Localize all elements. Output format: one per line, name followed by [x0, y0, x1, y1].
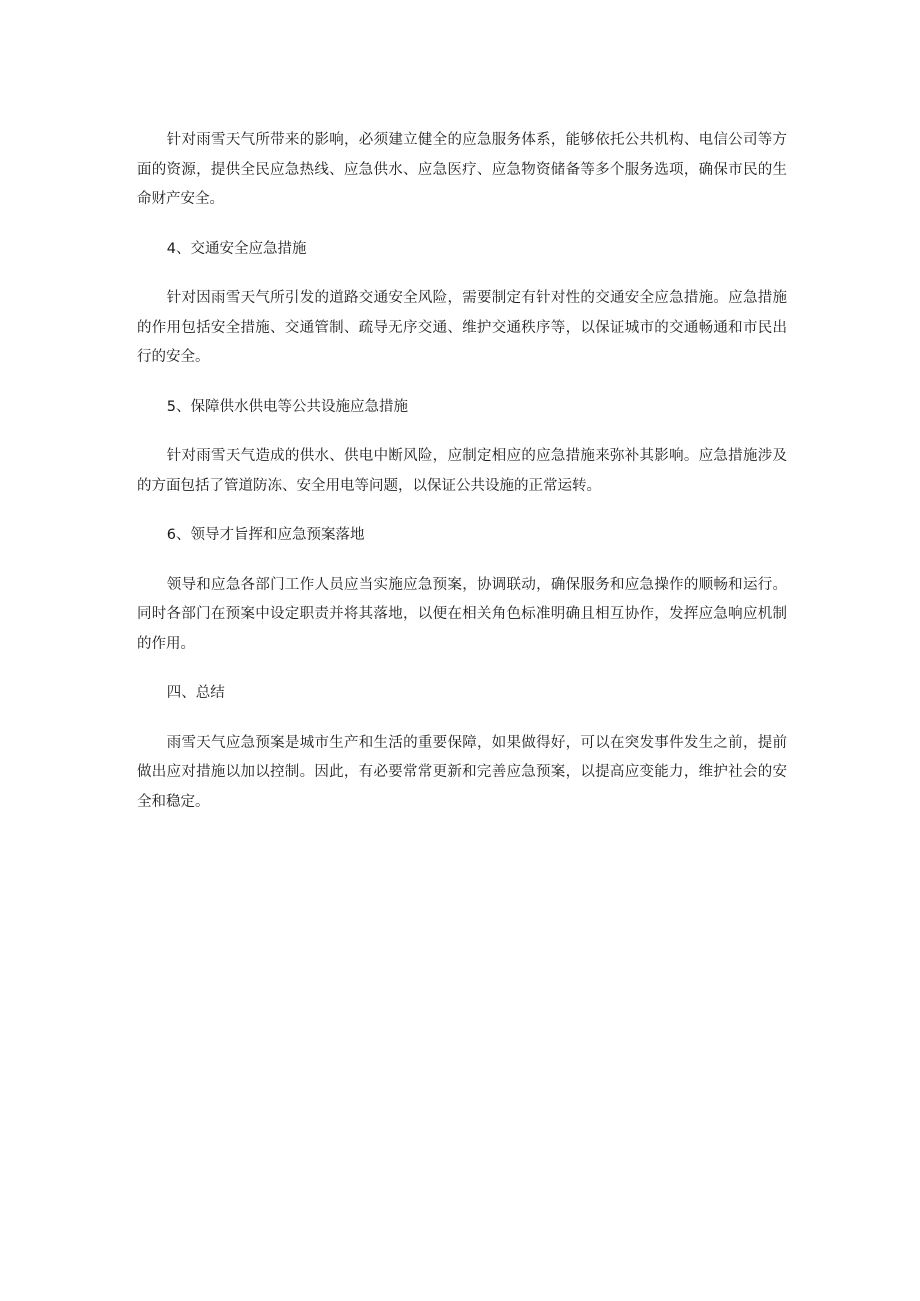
- heading-traffic-safety-measures: 4、交通安全应急措施: [166, 240, 307, 257]
- paragraph-summary: 雨雪天气应急预案是城市生产和生活的重要保障，如果做得好，可以在突发事件发生之前，提前做出应对措施以加以控制。因此，有必要常常更新和完善应急预案，以提高应变能力，维护社会的安全和稳定。: [137, 734, 787, 810]
- paragraph-leadership: 领导和应急各部门工作人员应当实施应急预案，协调联动，确保服务和应急操作的顺畅和运行。同时各部门在预案中设定职责并将其落地，以便在相关角色标准明确且相互协作，发挥应急响应机制的作用。: [137, 576, 787, 652]
- heading-public-utilities-measures: 5、保障供水供电等公共设施应急措施: [166, 398, 408, 415]
- paragraph-emergency-service-system: 针对雨雪天气所带来的影响，必须建立健全的应急服务体系，能够依托公共机构、电信公司等方面的资源，提供全民应急热线、应急供水、应急医疗、应急物资储备等多个服务选项，确保市民的生命财产安全。: [137, 132, 787, 207]
- heading-summary: 四、总结: [166, 685, 225, 701]
- paragraph-traffic-safety: 针对因雨雪天气所引发的道路交通安全风险，需要制定有针对性的交通安全应急措施。应急措施的作用包括安全措施、交通管制、疏导无序交通、维护交通秩序等，以保证城市的交通畅通和市民出行的安全。: [137, 290, 787, 365]
- heading-leadership-and-plan: 6、领导才旨挥和应急预案落地: [166, 527, 365, 543]
- paragraph-public-utilities: 针对雨雪天气造成的供水、供电中断风险，应制定相应的应急措施来弥补其影响。应急措施涉及的方面包括了管道防冻、安全用电等问题，以保证公共设施的正常运转。: [137, 448, 787, 494]
- document-body: [137, 126, 787, 837]
